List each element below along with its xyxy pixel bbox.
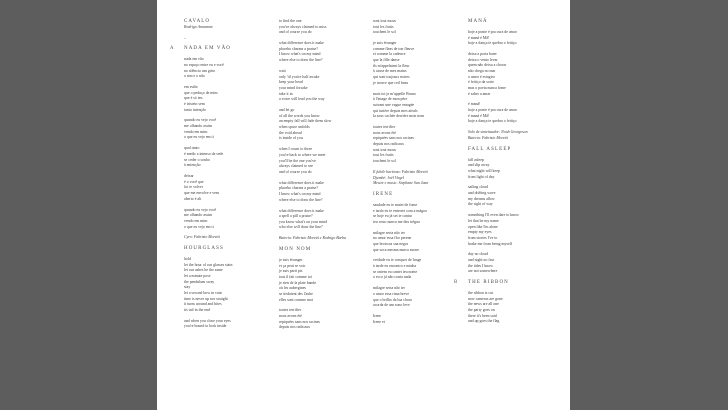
song-credit-line: Solo de sintetizador: Noah Georgeson bbox=[468, 130, 528, 135]
lyric-line: repiquées sans nos racines bbox=[373, 136, 414, 141]
lyric-line: que é só teu bbox=[184, 96, 203, 101]
lyric-line: now cameras are gone bbox=[468, 296, 503, 301]
lyric-line: hoje a dança te quebra o feitiço bbox=[468, 41, 517, 46]
song-title-mon-nom: MON NOM bbox=[279, 247, 312, 253]
lyric-line: qui sont toujours noires bbox=[373, 75, 410, 80]
song-title-hourglass: HOURGLASS bbox=[184, 246, 224, 252]
lyric-line: depuis nos radicaux bbox=[373, 142, 404, 147]
lyric-line: quem não deixa a chorar bbox=[468, 63, 507, 68]
lyric-line: let a second bow in vain bbox=[184, 291, 222, 295]
lyric-line: my dreams allow bbox=[468, 196, 495, 201]
song-credit-line: Bateria: Fabrizio Moretti bbox=[468, 135, 508, 140]
lyric-line: where else to draw the line? bbox=[279, 58, 323, 63]
lyric-line: que la fille danse bbox=[373, 58, 400, 63]
lyrics-continued bbox=[279, 19, 365, 231]
lyric-line: et ça peut se voir bbox=[279, 263, 306, 268]
lyric-line: me olhando assim bbox=[184, 124, 213, 129]
side-marker-a: A bbox=[170, 46, 174, 52]
lyric-line: o amor é estagiro bbox=[468, 74, 495, 79]
lyric-line: something I'll even dare to know bbox=[468, 213, 519, 218]
lyric-line: elles sont comme moi bbox=[279, 297, 314, 302]
lyric-line: acorda de um sono leve bbox=[373, 303, 410, 308]
lyric-line: é saber a amar bbox=[468, 91, 491, 96]
lyric-line: Irene et bbox=[373, 319, 385, 324]
lyric-line: who else will draw the line? bbox=[279, 225, 323, 230]
song-title-cavalo: CAVALO bbox=[184, 19, 211, 24]
divider-dash: – bbox=[184, 35, 186, 40]
lyric-line: deixa o vento levar bbox=[468, 57, 498, 62]
lyric-line: the ribbon is cut bbox=[468, 291, 494, 295]
song-credit-nada-em-vao: Cyro: Fabrizio Moretti bbox=[184, 235, 220, 240]
lyric-line: you'll be the one you've bbox=[279, 158, 316, 163]
lyric-line: let the hour of our glasses stain bbox=[184, 262, 233, 267]
lyrics-nada-em-vao bbox=[184, 57, 270, 230]
lyric-line: je suis étranger bbox=[279, 258, 303, 262]
lyric-line: é o você que bbox=[184, 179, 204, 184]
lyric-line: the news are all one bbox=[468, 302, 499, 307]
lyric-line: depuis nos radicaux bbox=[279, 325, 310, 330]
lyric-line: hoje a dança te quebra o feitiço bbox=[468, 119, 517, 124]
lyric-line: what difference does it make bbox=[279, 180, 324, 185]
song-title-mana: MANÁ bbox=[468, 19, 488, 24]
lyric-line: open like I'm alone bbox=[468, 224, 498, 229]
lyric-line: je suis parti pis bbox=[279, 269, 303, 274]
lyric-line: qui turière depuis mes aïeuls bbox=[373, 108, 418, 113]
lyric-line: à tarde eu encontro e minha bbox=[373, 264, 417, 269]
lyric-line: comme fleas de ton fleuve bbox=[373, 46, 415, 51]
lyrics-mon-nom-continued bbox=[373, 19, 459, 165]
lyric-line: et comme la cadence bbox=[373, 52, 406, 57]
lyric-line: où les aubergines bbox=[279, 286, 306, 291]
lyric-line: and slip away bbox=[468, 163, 490, 168]
lyric-line: let our ashes be the same bbox=[184, 268, 223, 273]
song-credit-cavalo: Rodrigo Amarante bbox=[184, 24, 213, 29]
lyrics-mon-nom bbox=[279, 258, 365, 331]
lyric-line: only 'til you're half awake bbox=[279, 74, 320, 79]
lyric-line: foi te volver bbox=[184, 185, 204, 190]
side-marker-b: B bbox=[454, 280, 458, 286]
lyric-line: toutes terrifier bbox=[373, 125, 396, 130]
lyric-line: and night no fast bbox=[468, 258, 495, 262]
lyric-line: and when you close your eyes bbox=[184, 318, 231, 323]
lyric-line: what night will keep bbox=[468, 168, 500, 173]
lyric-line: the tides I know bbox=[468, 263, 493, 268]
lyrics-irene bbox=[373, 203, 459, 326]
lyric-line: que soca mesma nunca morre bbox=[373, 247, 420, 252]
lyric-line: não chega no mar bbox=[468, 68, 496, 73]
lyric-line: qual tanto bbox=[184, 146, 200, 151]
lyric-line: repiquées sans nos racines bbox=[279, 319, 320, 324]
song-credit-line: Mestre e music: Stephane San Juan bbox=[373, 181, 429, 186]
lyric-line: what difference does it make bbox=[279, 208, 324, 213]
lyric-line: take it in bbox=[279, 91, 293, 96]
lyric-line: e tardo eu te enterrei com a mágoa bbox=[373, 208, 427, 213]
lyric-line: verdade eu te conquei de longe bbox=[373, 258, 422, 263]
song-credit-line: Il fubile baritono: Fabrizio Moretti bbox=[373, 169, 428, 174]
lyric-line: à l'image de mon père bbox=[373, 97, 408, 102]
lyric-line: milagre seria não ter bbox=[373, 230, 405, 235]
lyric-line: hoje a ponte é pra cura de amor bbox=[468, 108, 517, 113]
lyric-line: your mind forsake bbox=[279, 85, 308, 90]
lyric-line: you're bound to look inside bbox=[184, 324, 227, 329]
lyric-line: empty my eyes bbox=[468, 230, 492, 235]
lyric-line: sont tout mous bbox=[373, 19, 396, 23]
lyric-line: je rien de la plate bande bbox=[279, 280, 317, 285]
song-title-fall-asleep: FALL ASLEEP bbox=[468, 146, 512, 152]
lyrics-the-ribbon bbox=[468, 291, 556, 325]
lyric-line: o sim e o não bbox=[184, 74, 205, 79]
lyric-line: wait bbox=[279, 68, 286, 73]
lyric-line: sailing cloud bbox=[468, 185, 488, 190]
lyric-line: se hoje eu já sei te cantar bbox=[373, 214, 412, 219]
lyric-line: é maná é Mã! bbox=[468, 35, 490, 40]
lyric-line: é feitiço da sorte bbox=[468, 80, 494, 85]
lyric-line: mais toi je m'appelle Bruno bbox=[373, 91, 416, 96]
lyric-line: vendo em mim bbox=[184, 218, 208, 223]
lyric-line: brake me from being myself bbox=[468, 241, 513, 246]
lyric-line: é maná é Mã! bbox=[468, 113, 490, 118]
song-title-the-ribbon: THE RIBBON bbox=[468, 280, 509, 286]
lyric-line: em estão bbox=[184, 85, 198, 89]
lyric-line: o que eu vejo em ti bbox=[184, 135, 214, 140]
song-credit: Bateria: Fabrizio Moretti e Rodrigo Barba bbox=[279, 236, 346, 241]
song-title-nada-em-vao: NADA EM VÃO bbox=[184, 46, 232, 52]
lyric-line: you know what's on your mind bbox=[279, 219, 328, 224]
lyric-line: o amor essa rima breve bbox=[373, 291, 410, 296]
lyric-line: and of course you do bbox=[279, 169, 312, 174]
lyric-line: when space unfolds bbox=[279, 125, 310, 130]
lyric-line: a spell a pill a praise? bbox=[279, 214, 313, 219]
lyric-line: Irene bbox=[373, 314, 381, 319]
lyric-line: where else to draw the line? bbox=[279, 197, 323, 202]
lyric-line: aberto é ali bbox=[184, 196, 202, 201]
lyric-line: keep your head bbox=[279, 80, 303, 85]
lyrics-fall-asleep bbox=[468, 158, 556, 275]
lyric-line: the party goes on bbox=[468, 307, 495, 312]
lyric-line: deixar bbox=[184, 174, 194, 179]
lyrics-mana bbox=[468, 30, 556, 125]
lyric-line: the pendulum sway bbox=[184, 279, 215, 284]
lyric-line: la sous cachée derrière mon nom bbox=[373, 114, 425, 119]
lyric-line: deixa a porta bater bbox=[468, 52, 497, 56]
lyric-line: milagre seria não ter bbox=[373, 286, 405, 291]
lyric-line: and of course you do bbox=[279, 30, 312, 35]
lyric-line: je trouve que ceil beau bbox=[373, 80, 409, 85]
lyric-line: nous avons été bbox=[373, 130, 396, 135]
lyric-line: é maná! bbox=[468, 102, 481, 107]
lyric-line: you're back to where we meet bbox=[279, 152, 326, 157]
song-credit-line: Djembé: Joël Virgel bbox=[373, 175, 405, 180]
lyric-line: que me envolve e vem bbox=[184, 191, 220, 196]
lyric-line: mas o poeta nunca fome bbox=[468, 85, 506, 90]
column-4 bbox=[454, 19, 556, 325]
lyric-line: quando eu vejo você bbox=[184, 118, 217, 123]
lyric-line: touchent le sol bbox=[373, 159, 396, 163]
lyric-line: from stories I've to bbox=[468, 235, 498, 240]
lyric-line: tout il fait comme toi bbox=[279, 274, 312, 279]
lyric-line: placebo charms a praise? bbox=[279, 186, 318, 191]
lyrics-hourglass bbox=[184, 257, 270, 330]
lyric-line: the right of way bbox=[468, 202, 493, 207]
lyric-line: no silêncio um grito bbox=[184, 68, 216, 73]
column-3 bbox=[373, 19, 459, 325]
lyric-line: and let go bbox=[279, 108, 295, 113]
lyric-line: suivant une vague enragée bbox=[373, 102, 415, 107]
song-title-irene: IRENE bbox=[373, 192, 394, 197]
lyric-line: me olhando assim bbox=[184, 213, 213, 218]
lyric-line: se ceder o sonho bbox=[184, 157, 210, 162]
lyric-line: let a minute pose bbox=[184, 274, 211, 279]
lyric-line: tanto intenção bbox=[184, 107, 206, 112]
lyric-line: an empty fall will fade them slow bbox=[279, 119, 332, 124]
lyric-line: que brota na sua negra bbox=[373, 241, 409, 246]
lyric-line: I know what's on my mind bbox=[279, 192, 321, 196]
lyric-line: always claimed to see bbox=[279, 164, 314, 169]
lyric-line: it turns around and bites bbox=[184, 302, 222, 307]
lyric-line: saudade eu te matei de fome bbox=[373, 202, 418, 207]
lyric-line: a voice will lead you the way bbox=[279, 97, 325, 102]
section-nada-em-vao bbox=[170, 46, 270, 52]
lyric-line: sont tout mous bbox=[373, 147, 396, 152]
lyric-line: à entenção bbox=[184, 163, 201, 168]
lyric-line: que o brilho da lua chora bbox=[373, 297, 412, 302]
lyric-line: and drifting wave bbox=[468, 191, 496, 196]
lyric-line: à cause de mes mains bbox=[373, 69, 407, 74]
section-the-ribbon bbox=[454, 280, 556, 286]
lyric-line: é medir a intenso da sede bbox=[184, 151, 224, 156]
lyric-line: its tail in the end bbox=[184, 307, 210, 312]
lyric-line: are not somewhere bbox=[468, 269, 498, 274]
lyric-line: and up goes the flag bbox=[468, 319, 500, 324]
lyric-line: quando eu vejo você bbox=[184, 207, 217, 212]
lyric-line: of all the words you know bbox=[279, 113, 320, 118]
lyric-line: toutes terrifier bbox=[279, 308, 302, 313]
lyric-line: to find the one bbox=[279, 19, 302, 23]
lyric-line: no espaço entre eu e você bbox=[184, 62, 224, 67]
lyric-line: que o peduço de mim bbox=[184, 90, 218, 95]
lyric-line: no amor essa flor perene bbox=[373, 236, 412, 241]
lyric-line: you've always claimed to miss bbox=[279, 24, 327, 29]
column-2 bbox=[279, 19, 365, 331]
lyric-line: nous avons été bbox=[279, 314, 302, 319]
lyric-line: é tristeto sem bbox=[184, 101, 205, 106]
lyric-line: nada em vão bbox=[184, 57, 204, 62]
lyric-line: time is never up nor straight bbox=[184, 296, 228, 301]
lyric-line: what difference does it make bbox=[279, 41, 324, 46]
lyric-line: o ecco já não conta nada bbox=[373, 275, 412, 280]
lyric-line: there it's been said bbox=[468, 313, 497, 318]
lyric-line: when I count to three bbox=[279, 147, 313, 152]
lyric-line: let that be my name bbox=[468, 218, 499, 223]
lyric-line: hoje a ponte é pra cura de amor bbox=[468, 29, 517, 34]
column-1 bbox=[170, 19, 270, 330]
lyric-line: day no cloud bbox=[468, 252, 489, 257]
lyric-line: placebo charms a praise? bbox=[279, 46, 318, 51]
lyric-line: se ontem eu cantei teu nome bbox=[373, 269, 418, 274]
lyric-line: ils m'appelaient la fleur bbox=[373, 63, 410, 68]
lyric-line: touchent le sol bbox=[373, 30, 396, 35]
lyric-line: teu rosto nunca me deu trégua bbox=[373, 219, 420, 224]
lyric-line: stay bbox=[184, 285, 191, 290]
lyric-line: tout les fruits bbox=[373, 153, 394, 158]
lyric-line: vendo em mim bbox=[184, 129, 208, 134]
lyric-line: hold bbox=[184, 257, 191, 262]
lyrics-page bbox=[157, 0, 570, 410]
lyric-line: is inside of you bbox=[279, 136, 303, 141]
lyric-line: fall asleep bbox=[468, 157, 484, 162]
lyric-line: I know what's on my mind bbox=[279, 52, 321, 57]
lyric-line: from light of day bbox=[468, 174, 495, 179]
lyric-line: tout les fruits bbox=[373, 24, 394, 29]
lyric-line: je suis étranger bbox=[373, 41, 397, 46]
lyric-line: o que eu vejo em ti bbox=[184, 224, 214, 229]
lyric-line: the void ahead bbox=[279, 130, 302, 135]
lyric-line: se tiedaient des l'aube bbox=[279, 291, 313, 296]
